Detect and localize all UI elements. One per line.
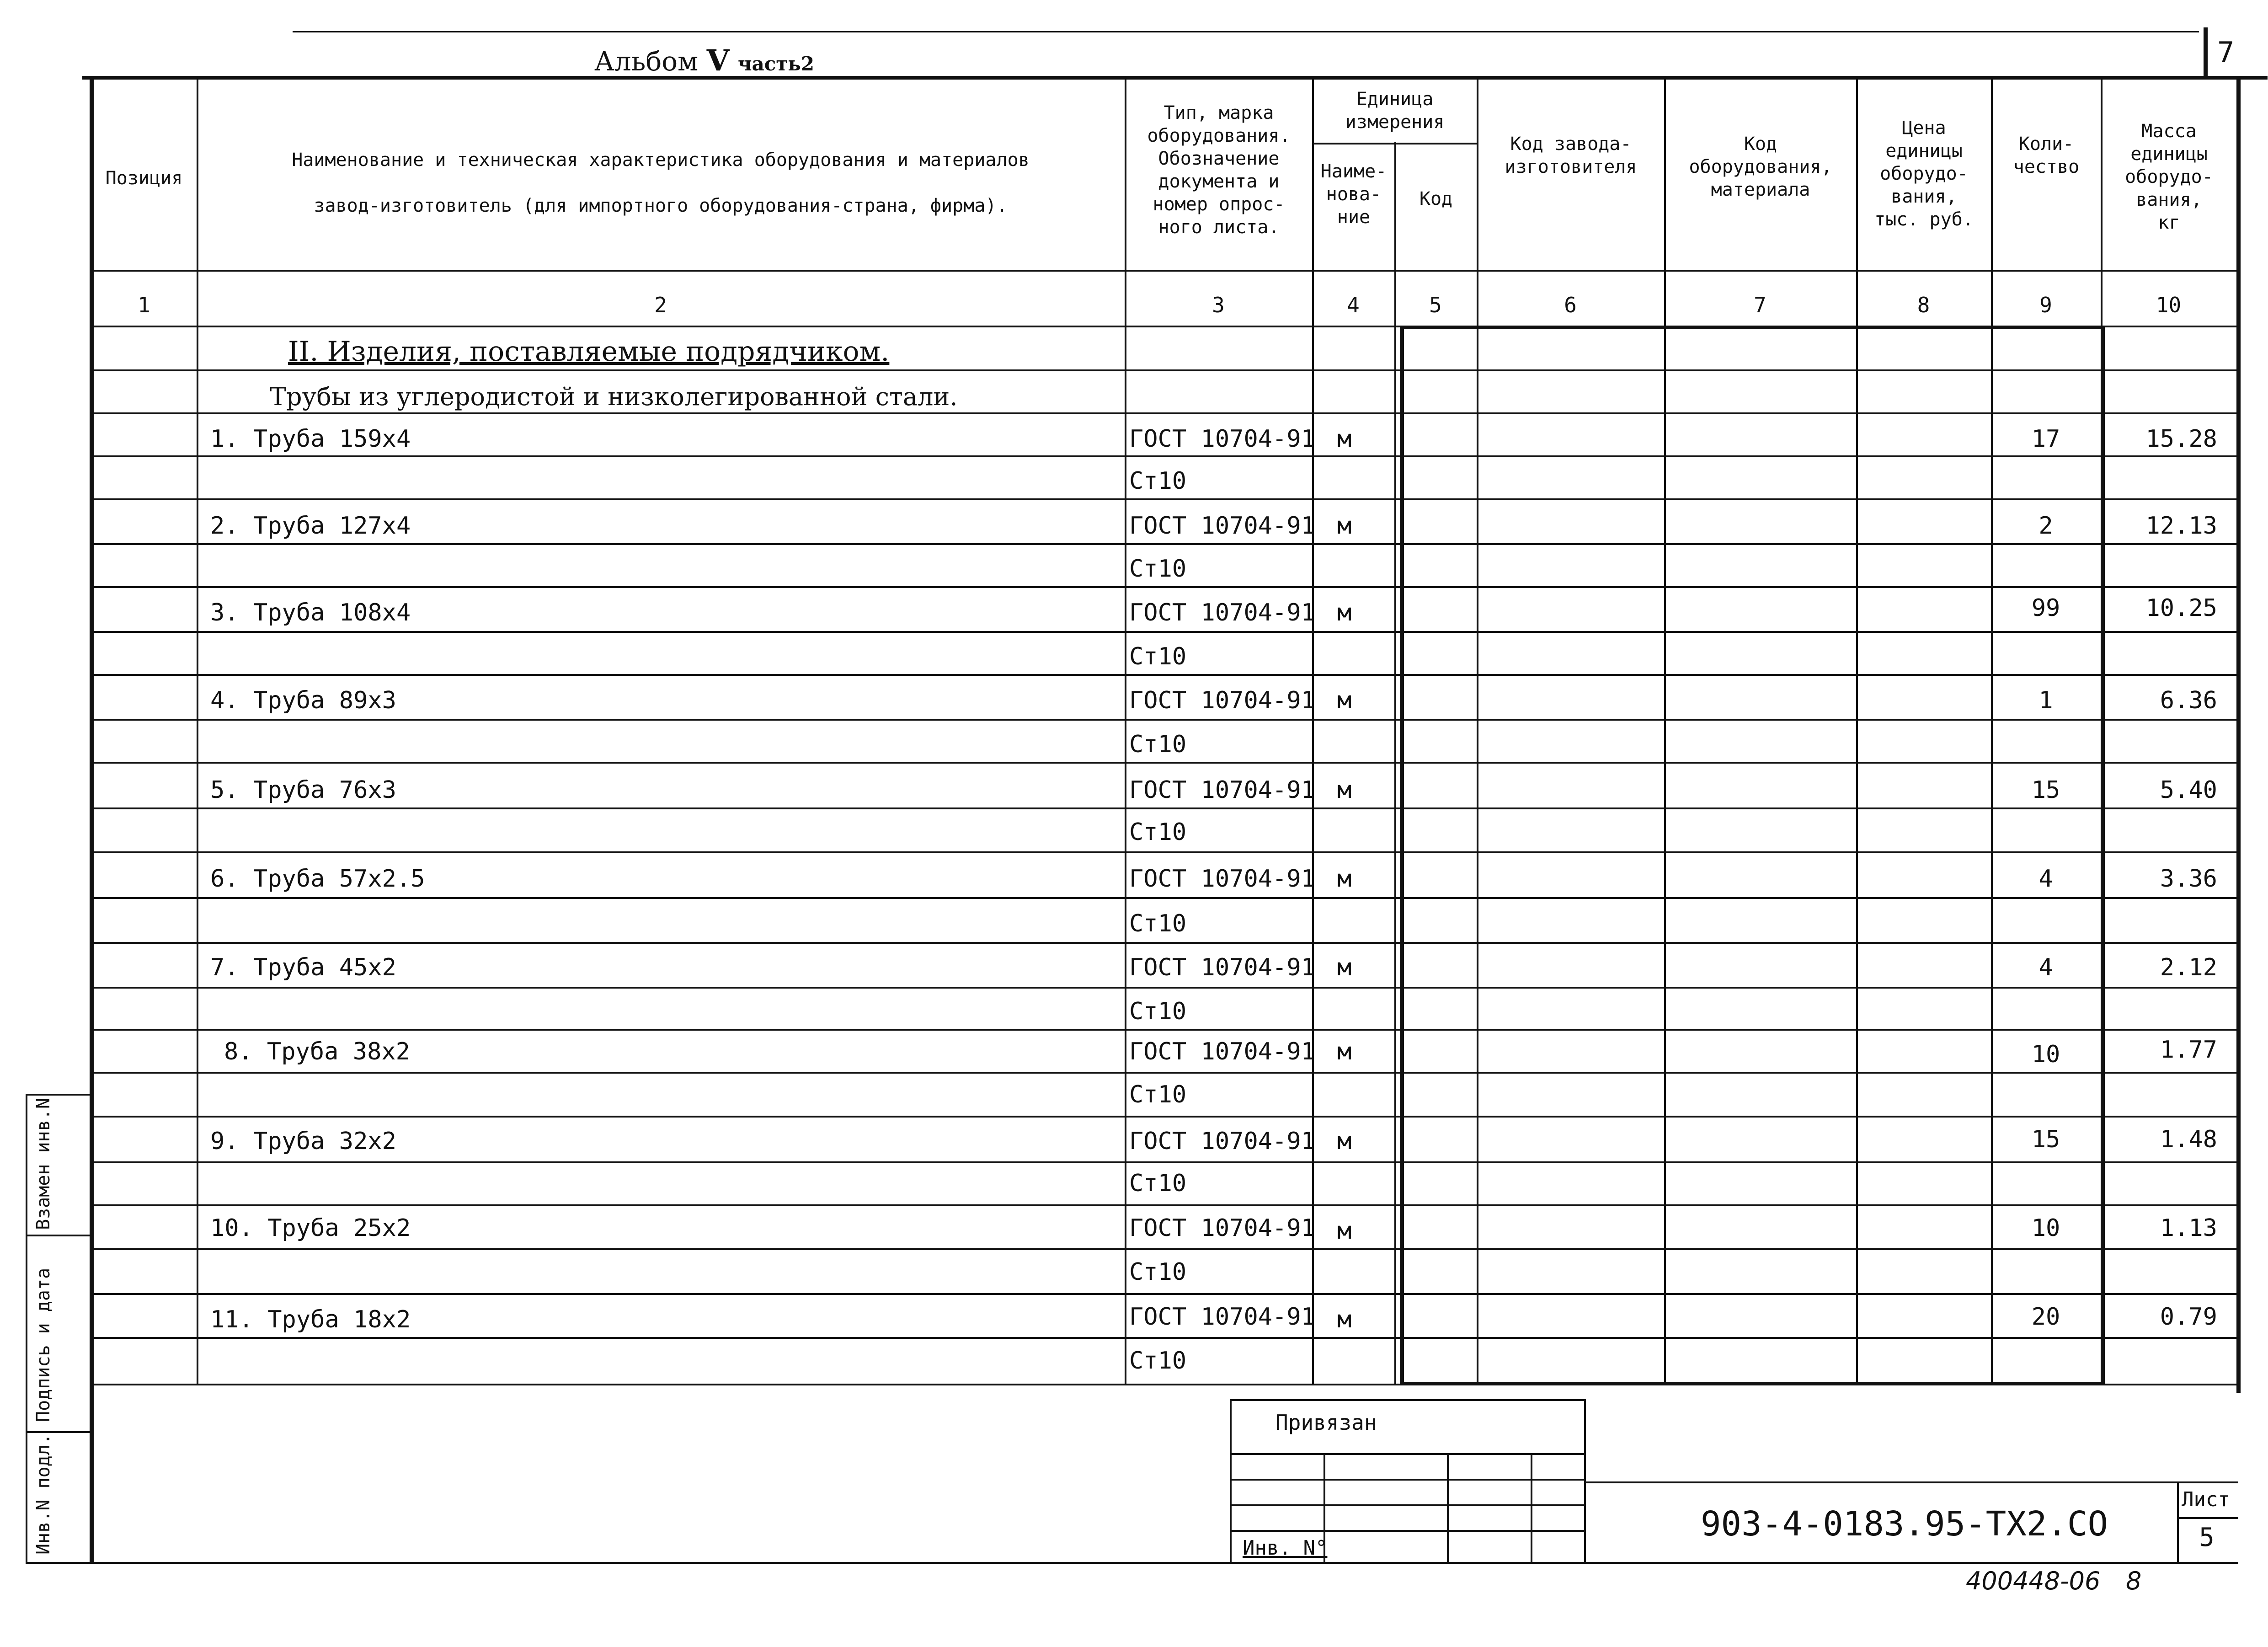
item-name: 6. Труба 57x2.5 (210, 865, 425, 893)
item-name: 8. Труба 38x2 (224, 1038, 410, 1065)
section-title: II. Изделия, поставляемые подрядчиком. (288, 336, 890, 368)
item-steel-grade: Ст10 (1129, 467, 1187, 495)
item-document: ГОСТ 10704-91 (1129, 865, 1315, 893)
item-quantity: 4 (2039, 865, 2053, 893)
item-document: ГОСТ 10704-91 (1129, 425, 1315, 453)
column-number-2: 2 (654, 293, 667, 317)
item-unit: м (1337, 1128, 1352, 1155)
item-document: ГОСТ 10704-91 (1129, 1303, 1315, 1331)
stamp-bound-label: Привязан (1275, 1410, 1377, 1435)
item-name: 1. Труба 159x4 (210, 425, 411, 453)
column-name-header-line2: завод-изготовитель (для импортного оборудования-страна, фирма). (314, 195, 1008, 216)
item-unit: м (1337, 687, 1352, 714)
item-name: 7. Труба 45x2 (210, 954, 396, 981)
item-document: ГОСТ 10704-91 (1129, 512, 1315, 540)
sheet-label: Лист (2182, 1488, 2230, 1511)
item-document: ГОСТ 10704-91 (1129, 1128, 1315, 1155)
item-unit: м (1337, 512, 1352, 540)
archive-number: 400448-06 (1966, 1567, 2101, 1595)
item-document: ГОСТ 10704-91 (1129, 1214, 1315, 1242)
item-name: 5. Труба 76x3 (210, 776, 396, 804)
column-number-9: 9 (2039, 293, 2052, 317)
column-type-header: Тип, марка оборудования. Обозначение документа и номер опрос- ного листа. (1147, 102, 1291, 238)
item-document: ГОСТ 10704-91 (1129, 954, 1315, 981)
item-name: 2. Труба 127x4 (210, 512, 411, 540)
item-steel-grade: Ст10 (1129, 1347, 1187, 1374)
archive-page: 8 (2126, 1567, 2142, 1595)
item-name: 11. Труба 18x2 (210, 1306, 411, 1333)
item-quantity: 10 (2031, 1041, 2060, 1068)
album-number: V (706, 43, 730, 78)
column-number-8: 8 (1917, 293, 1930, 317)
column-number-5: 5 (1429, 293, 1442, 317)
item-mass: 10.25 (2145, 594, 2217, 622)
item-unit: м (1337, 1217, 1352, 1245)
header-top-border (82, 76, 2268, 80)
column-unit-name-header: Наиме- нова- ние (1320, 161, 1387, 228)
item-steel-grade: Ст10 (1129, 910, 1187, 937)
column-name-header-line1: Наименование и техническая характеристика оборудования и материалов (292, 150, 1030, 171)
column-number-10: 10 (2156, 293, 2182, 317)
subsection-title: Трубы из углеродистой и низколегированной стали. (270, 382, 958, 411)
column-number-6: 6 (1564, 293, 1577, 317)
side-label-replace-inv: Взамен инв.N (33, 1098, 54, 1230)
item-steel-grade: Ст10 (1129, 1170, 1187, 1197)
item-steel-grade: Ст10 (1129, 643, 1187, 670)
item-quantity: 4 (2039, 954, 2053, 981)
item-steel-grade: Ст10 (1129, 1258, 1187, 1286)
item-unit: м (1337, 1306, 1352, 1333)
item-mass: 3.36 (2160, 865, 2217, 893)
item-unit: м (1337, 776, 1352, 804)
item-unit: м (1337, 1038, 1352, 1065)
item-mass: 5.40 (2160, 776, 2217, 804)
item-steel-grade: Ст10 (1129, 731, 1187, 758)
item-steel-grade: Ст10 (1129, 998, 1187, 1025)
item-mass: 15.28 (2145, 425, 2217, 453)
item-quantity: 10 (2031, 1214, 2060, 1242)
stamp-inventory-label: Инв. N° (1243, 1536, 1328, 1560)
document-code: 903-4-0183.95-ТХ2.СО (1701, 1504, 2108, 1544)
column-mass-header: Масса единицы оборудо- вания, кг (2125, 121, 2213, 233)
item-mass: 1.48 (2160, 1126, 2217, 1153)
item-name: 9. Труба 32x2 (210, 1128, 396, 1155)
item-name: 3. Труба 108x4 (210, 599, 411, 626)
sheet-corner-number: 7 (2217, 36, 2235, 69)
column-number-4: 4 (1347, 293, 1360, 317)
item-quantity: 2 (2039, 512, 2053, 540)
sheet-number: 5 (2199, 1523, 2215, 1552)
column-equipment-code-header: Код оборудования, материала (1689, 134, 1832, 200)
item-mass: 0.79 (2160, 1303, 2217, 1331)
item-document: ГОСТ 10704-91 (1129, 687, 1315, 714)
item-mass: 6.36 (2160, 687, 2217, 714)
column-unit-group-header: Единица измерения (1345, 89, 1445, 133)
item-quantity: 1 (2039, 687, 2053, 714)
column-number-3: 3 (1212, 293, 1225, 317)
side-label-inv-orig: Инв.N подл. (33, 1433, 54, 1555)
column-position-header: Позиция (105, 168, 183, 189)
item-mass: 1.77 (2160, 1036, 2217, 1064)
item-unit: м (1337, 425, 1352, 453)
column-quantity-header: Коли- чество (2013, 134, 2080, 177)
column-number-7: 7 (1754, 293, 1766, 317)
side-label-sign-date: Подпись и дата (33, 1267, 54, 1422)
item-quantity: 15 (2031, 1126, 2060, 1153)
item-steel-grade: Ст10 (1129, 818, 1187, 846)
column-name-header (201, 137, 1120, 229)
column-unit-code-header: Код (1419, 188, 1453, 209)
item-mass: 1.13 (2160, 1214, 2217, 1242)
item-document: ГОСТ 10704-91 (1129, 776, 1315, 804)
item-mass: 2.12 (2160, 954, 2217, 981)
item-quantity: 99 (2031, 594, 2060, 622)
item-document: ГОСТ 10704-91 (1129, 599, 1315, 626)
column-plant-code-header: Код завода- изготовителя (1505, 134, 1637, 177)
item-steel-grade: Ст10 (1129, 1081, 1187, 1108)
item-quantity: 20 (2031, 1303, 2060, 1331)
album-part: часть2 (737, 53, 815, 75)
item-unit: м (1337, 865, 1352, 893)
item-unit: м (1337, 599, 1352, 626)
column-price-header: Цена единицы оборудо- вания, тыс. руб. (1874, 118, 1974, 230)
item-steel-grade: Ст10 (1129, 555, 1187, 583)
item-document: ГОСТ 10704-91 (1129, 1038, 1315, 1065)
item-unit: м (1337, 954, 1352, 981)
item-mass: 12.13 (2145, 512, 2217, 540)
album-title (594, 43, 814, 78)
item-quantity: 15 (2031, 776, 2060, 804)
item-name: 10. Труба 25x2 (210, 1214, 411, 1242)
item-name: 4. Труба 89x3 (210, 687, 396, 714)
item-quantity: 17 (2031, 425, 2060, 453)
column-number-1: 1 (138, 293, 150, 317)
album-label: Альбом (594, 46, 699, 77)
